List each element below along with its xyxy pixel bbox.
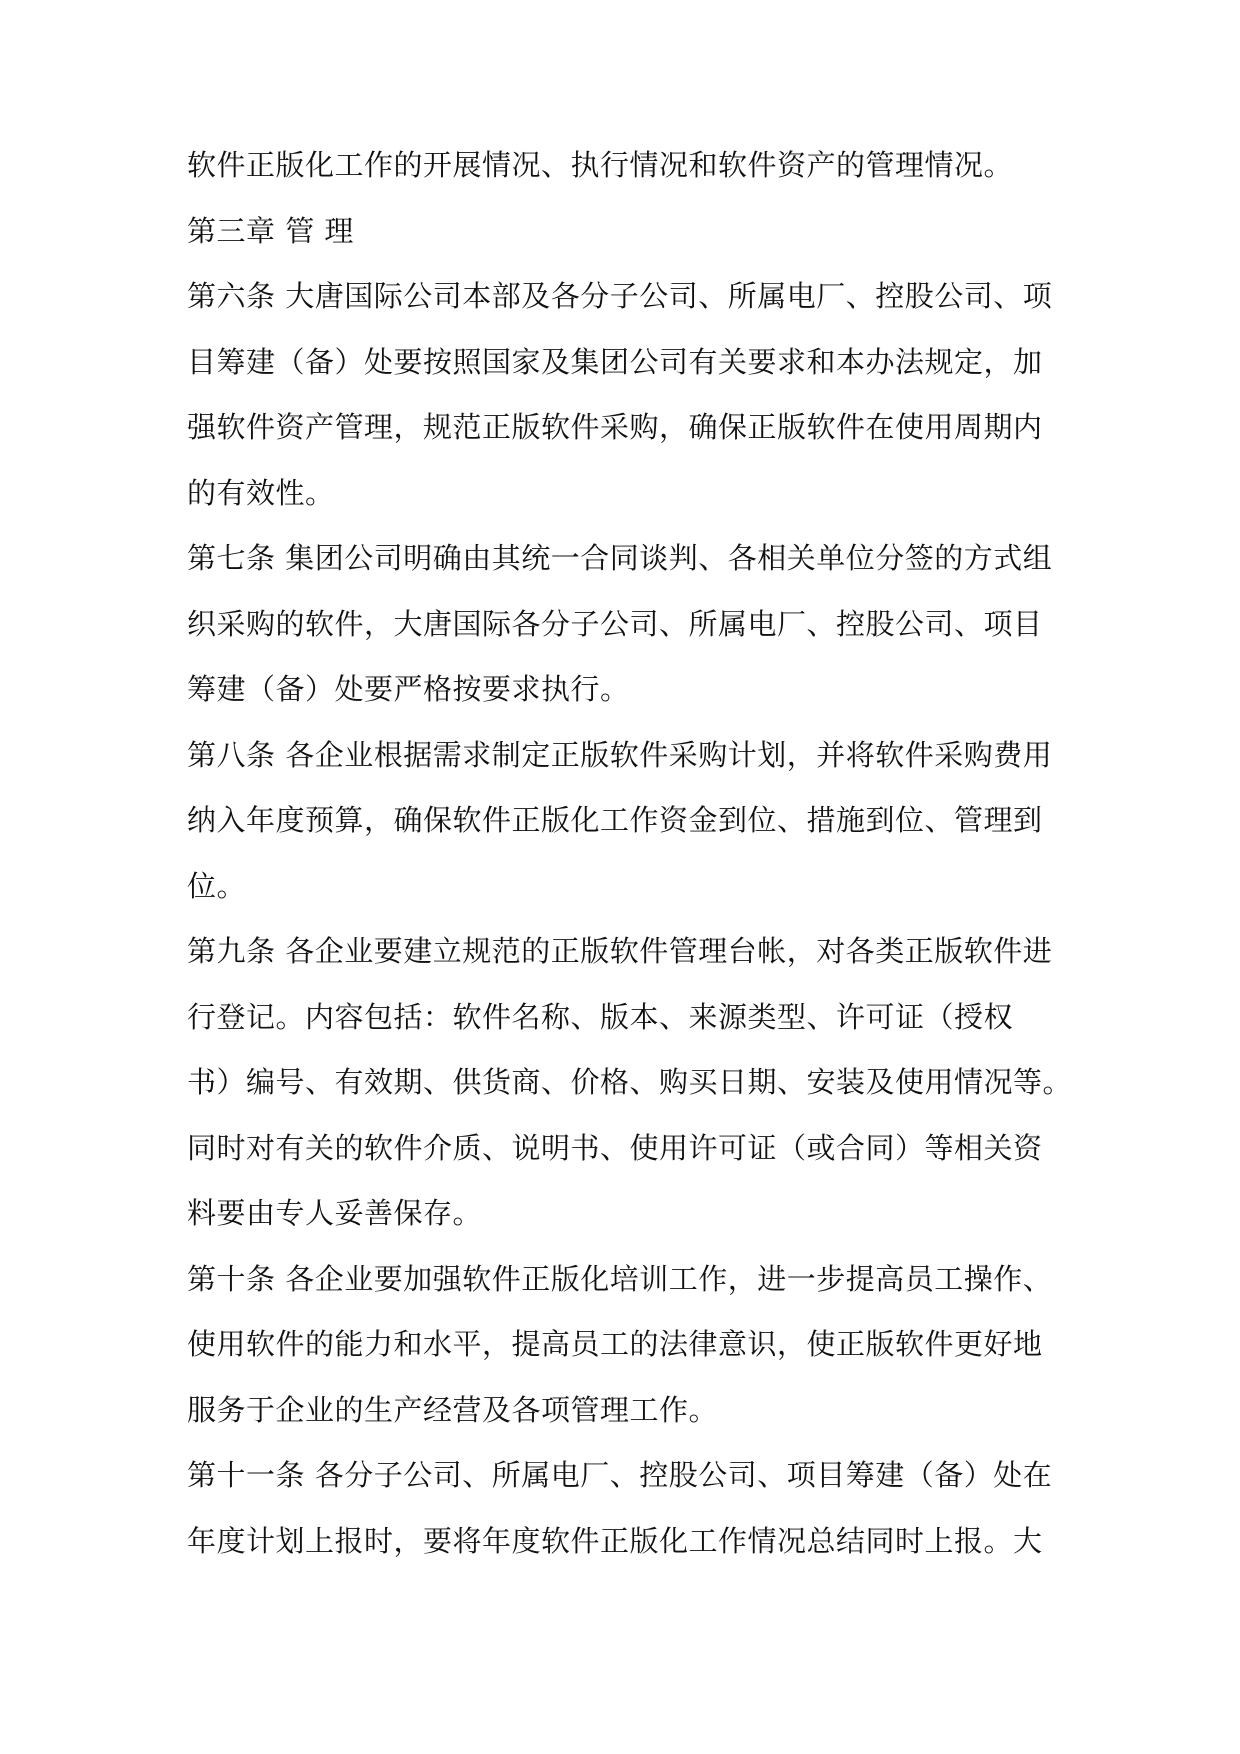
- text-line: 第十一条 各分子公司、所属电厂、控股公司、项目筹建（备）处在: [187, 1458, 1053, 1492]
- text-line: 第六条 大唐国际公司本部及各分子公司、所属电厂、控股公司、项: [187, 279, 1053, 313]
- chapter-heading: 第三章 管 理: [187, 213, 354, 248]
- text-line: 筹建（备）处要严格按要求执行。: [187, 672, 630, 706]
- text-line: 同时对有关的软件介质、说明书、使用许可证（或合同）等相关资: [187, 1130, 1043, 1165]
- text-line: 年度计划上报时，要将年度软件正版化工作情况总结同时上报。大: [187, 1523, 1043, 1558]
- text-line: 书）编号、有效期、供货商、价格、购买日期、安装及使用情况等。: [187, 1065, 1073, 1099]
- text-line: 纳入年度预算，确保软件正版化工作资金到位、措施到位、管理到: [187, 803, 1043, 837]
- text-line: 第八条 各企业根据需求制定正版软件采购计划，并将软件采购费用: [187, 737, 1053, 772]
- text-line: 织采购的软件，大唐国际各分子公司、所属电厂、控股公司、项目: [187, 606, 1043, 641]
- document-body: [187, 148, 1073, 1574]
- text-line: 服务于企业的生产经营及各项管理工作。: [187, 1392, 719, 1427]
- text-line: 目筹建（备）处要按照国家及集团公司有关要求和本办法规定，加: [187, 344, 1043, 379]
- text-line: 第九条 各企业要建立规范的正版软件管理台帐，对各类正版软件进: [187, 934, 1053, 968]
- text-line: 料要由专人妥善保存。: [187, 1196, 483, 1230]
- text-line: 位。: [187, 868, 247, 903]
- text-line: 软件正版化工作的开展情况、执行情况和软件资产的管理情况。: [187, 148, 1014, 182]
- text-line: 强软件资产管理，规范正版软件采购，确保正版软件在使用周期内: [187, 410, 1043, 444]
- text-line: 行登记。内容包括：软件名称、版本、来源类型、许可证（授权: [187, 999, 1014, 1034]
- text-line: 第十条 各企业要加强软件正版化培训工作，进一步提高员工操作、: [187, 1261, 1053, 1296]
- text-line: 使用软件的能力和水平，提高员工的法律意识，使正版软件更好地: [187, 1327, 1043, 1361]
- text-line: 的有效性。: [187, 475, 335, 510]
- text-line: 第七条 集团公司明确由其统一合同谈判、各相关单位分签的方式组: [187, 541, 1053, 575]
